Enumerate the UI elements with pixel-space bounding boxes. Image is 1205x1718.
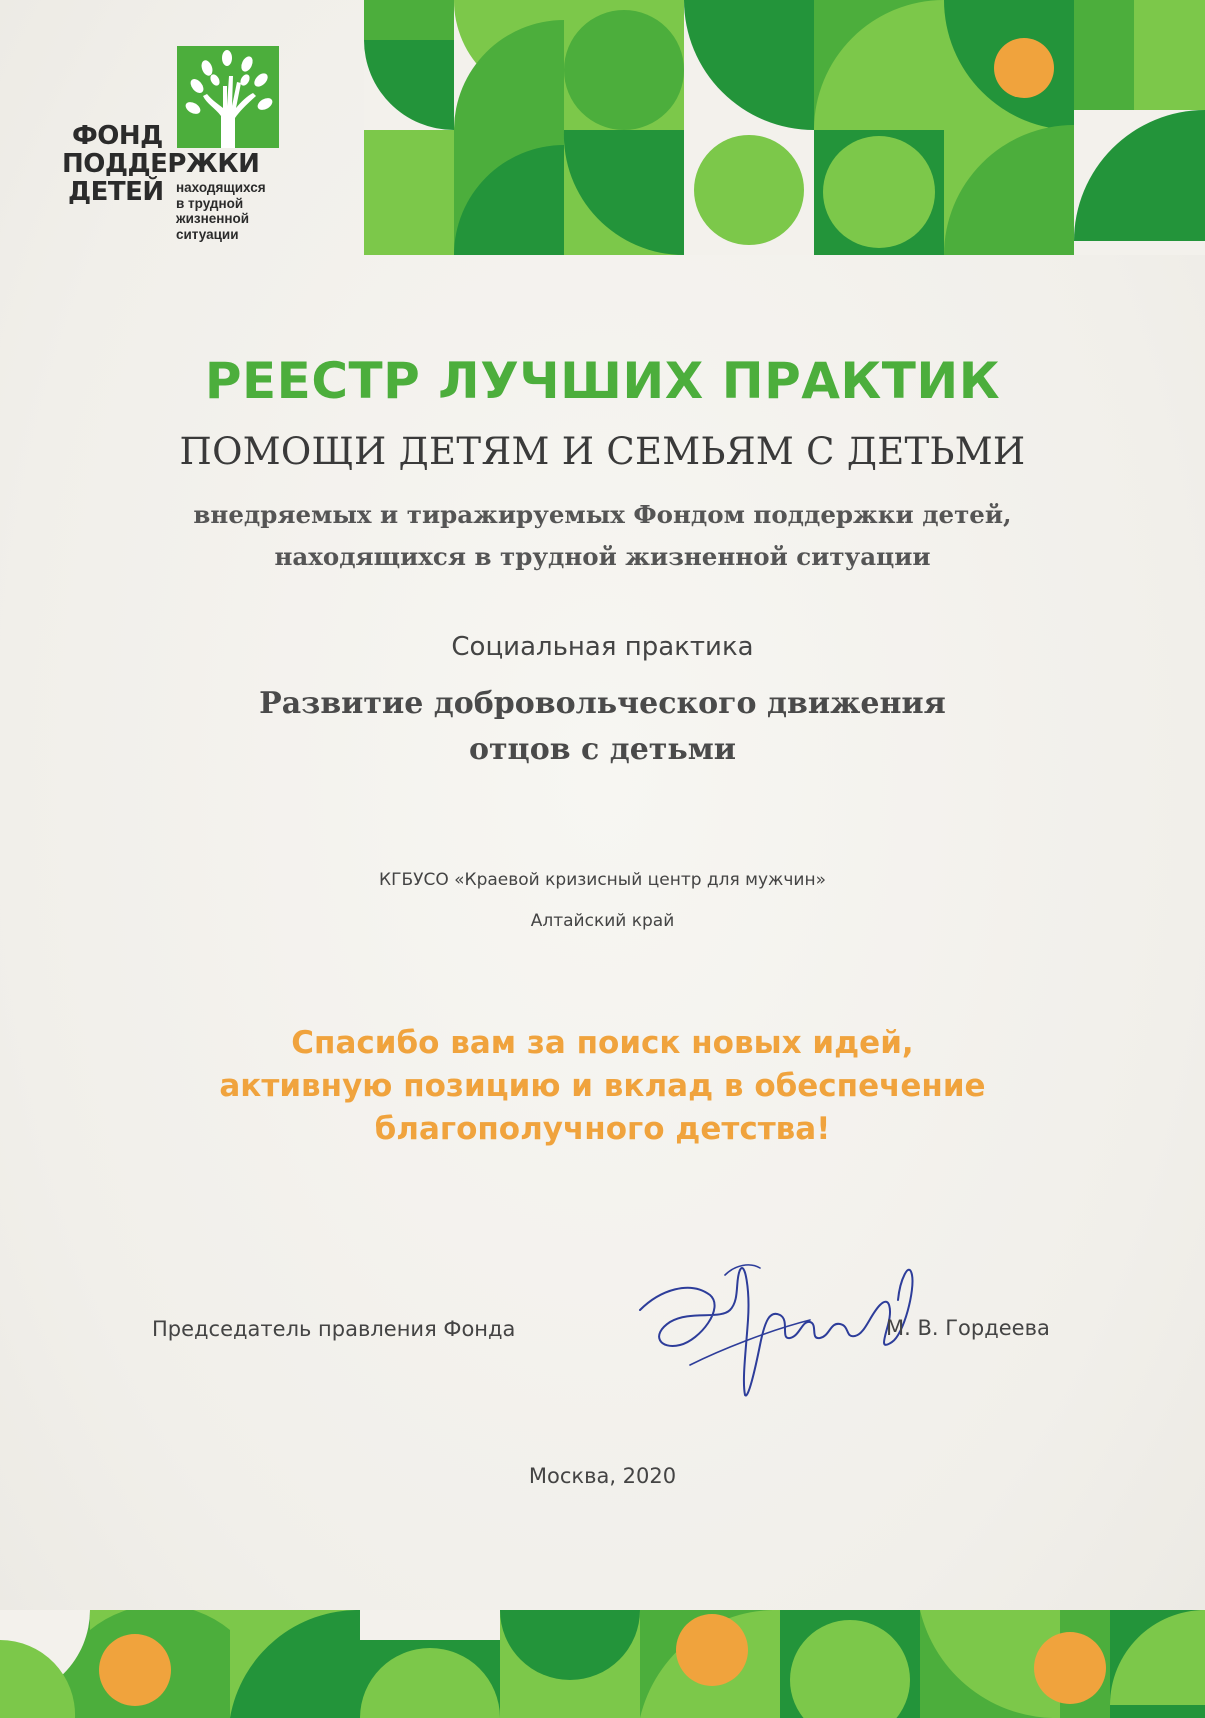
- registry-subtitle: ПОМОЩИ ДЕТЯМ И СЕМЬЯМ С ДЕТЬМИ: [179, 430, 1026, 473]
- logo-subtitle: [176, 180, 266, 242]
- signatory-name: М. В. Гордеева: [886, 1316, 1050, 1340]
- logo-sub-line: находящихся: [176, 180, 266, 195]
- organization-name: КГБУСО «Краевой кризисный центр для мужчин»: [379, 870, 826, 890]
- signatory-position: Председатель правления Фонда: [152, 1317, 516, 1341]
- foundation-logo: [62, 46, 322, 256]
- logo-sub-line: жизненной: [176, 211, 250, 226]
- practice-label: Социальная практика: [451, 632, 754, 662]
- thanks-line: благополучного детства!: [374, 1111, 831, 1147]
- description-line: находящихся в трудной жизненной ситуации: [274, 542, 931, 571]
- logo-word-podderzhki: ПОДДЕРЖКИ: [62, 149, 260, 179]
- registry-description: [0, 494, 1205, 578]
- practice-name: [0, 681, 1205, 773]
- logo-word-detey: ДЕТЕЙ: [68, 177, 164, 207]
- handwritten-signature: [630, 1250, 930, 1410]
- top-decorative-pattern: [364, 0, 1205, 255]
- organization-region: Алтайский край: [530, 911, 675, 931]
- tree-hand-icon: [177, 46, 279, 148]
- logo-word-fond: ФОНД: [72, 121, 163, 151]
- logo-sub-line: в трудной: [176, 195, 244, 211]
- practice-name-line: отцов с детьми: [468, 732, 737, 767]
- logo-sub-line: ситуации: [176, 226, 239, 242]
- registry-title: РЕЕСТР ЛУЧШИХ ПРАКТИК: [204, 352, 1001, 410]
- bottom-decorative-pattern: [0, 1610, 1205, 1718]
- thanks-message: [0, 1022, 1205, 1151]
- practice-name-line: Развитие добровольческого движения: [259, 686, 946, 721]
- place-and-date: Москва, 2020: [528, 1464, 677, 1488]
- thanks-line: Спасибо вам за поиск новых идей,: [291, 1025, 914, 1061]
- thanks-line: активную позицию и вклад в обеспечение: [219, 1068, 986, 1104]
- description-line: внедряемых и тиражируемых Фондом поддержки детей,: [193, 500, 1012, 529]
